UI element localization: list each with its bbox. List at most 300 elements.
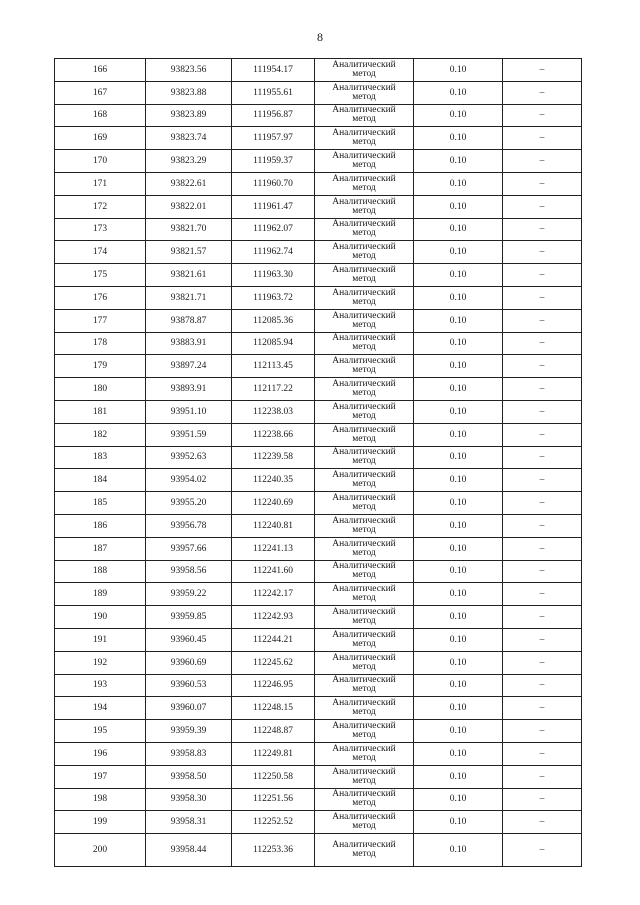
method-label-line1: Аналитический — [332, 607, 396, 618]
table-row — [55, 81, 582, 104]
precision-cell: 0.10 — [414, 720, 503, 743]
precision-cell: 0.10 — [414, 537, 503, 560]
point-number-cell: 197 — [55, 765, 146, 788]
x-coordinate-cell: 93956.78 — [146, 514, 232, 537]
point-number-cell: 193 — [55, 674, 146, 697]
method-label-line2: метод — [352, 456, 376, 467]
method-label-line2: метод — [352, 821, 376, 832]
method-label-line1: Аналитический — [332, 538, 396, 549]
method-cell — [315, 606, 414, 629]
note-cell: – — [503, 537, 582, 560]
point-number-cell: 173 — [55, 218, 146, 241]
precision-cell: 0.10 — [414, 264, 503, 287]
point-number-cell: 196 — [55, 742, 146, 765]
table-row — [55, 537, 582, 560]
method-cell — [315, 150, 414, 173]
point-number-cell: 184 — [55, 469, 146, 492]
y-coordinate-cell: 112240.35 — [232, 469, 315, 492]
x-coordinate-cell: 93951.10 — [146, 400, 232, 423]
precision-cell: 0.10 — [414, 811, 503, 834]
note-cell: – — [503, 127, 582, 150]
method-label-line1: Аналитический — [332, 675, 396, 686]
method-label-line1: Аналитический — [332, 401, 396, 412]
x-coordinate-cell: 93951.59 — [146, 423, 232, 446]
y-coordinate-cell: 111954.17 — [232, 59, 315, 82]
y-coordinate-cell: 112238.66 — [232, 423, 315, 446]
method-label-line2: метод — [352, 433, 376, 444]
table-row — [55, 332, 582, 355]
method-label-line2: метод — [352, 137, 376, 148]
y-coordinate-cell: 112240.81 — [232, 514, 315, 537]
method-cell — [315, 241, 414, 264]
x-coordinate-cell: 93823.56 — [146, 59, 232, 82]
x-coordinate-cell: 93883.91 — [146, 332, 232, 355]
x-coordinate-cell: 93822.61 — [146, 172, 232, 195]
x-coordinate-cell: 93893.91 — [146, 378, 232, 401]
method-label-line2: метод — [352, 160, 376, 171]
y-coordinate-cell: 112248.15 — [232, 697, 315, 720]
precision-cell: 0.10 — [414, 355, 503, 378]
method-label-line1: Аналитический — [332, 242, 396, 253]
note-cell: – — [503, 172, 582, 195]
table-row — [55, 378, 582, 401]
method-label-line1: Аналитический — [332, 128, 396, 139]
y-coordinate-cell: 112241.60 — [232, 560, 315, 583]
note-cell: – — [503, 81, 582, 104]
point-number-cell: 167 — [55, 81, 146, 104]
precision-cell: 0.10 — [414, 127, 503, 150]
y-coordinate-cell: 112242.93 — [232, 606, 315, 629]
precision-cell: 0.10 — [414, 742, 503, 765]
table-row — [55, 286, 582, 309]
precision-cell: 0.10 — [414, 195, 503, 218]
table-row — [55, 560, 582, 583]
precision-cell: 0.10 — [414, 606, 503, 629]
y-coordinate-cell: 111963.30 — [232, 264, 315, 287]
note-cell: – — [503, 59, 582, 82]
note-cell: – — [503, 332, 582, 355]
table-row — [55, 788, 582, 811]
method-label-line1: Аналитический — [332, 82, 396, 93]
x-coordinate-cell: 93821.71 — [146, 286, 232, 309]
precision-cell: 0.10 — [414, 172, 503, 195]
note-cell: – — [503, 195, 582, 218]
note-cell: – — [503, 150, 582, 173]
point-number-cell: 200 — [55, 834, 146, 867]
y-coordinate-cell: 112239.58 — [232, 446, 315, 469]
method-cell — [315, 742, 414, 765]
method-cell — [315, 59, 414, 82]
method-label-line1: Аналитический — [332, 379, 396, 390]
note-cell: – — [503, 628, 582, 651]
note-cell: – — [503, 514, 582, 537]
x-coordinate-cell: 93959.39 — [146, 720, 232, 743]
method-label-line2: метод — [352, 228, 376, 239]
point-number-cell: 178 — [55, 332, 146, 355]
method-label-line2: метод — [352, 616, 376, 627]
note-cell: – — [503, 423, 582, 446]
point-number-cell: 172 — [55, 195, 146, 218]
y-coordinate-cell: 111959.37 — [232, 150, 315, 173]
method-label-line1: Аналитический — [332, 151, 396, 162]
method-cell — [315, 628, 414, 651]
method-cell — [315, 834, 414, 867]
method-label-line2: метод — [352, 274, 376, 285]
table-row — [55, 834, 582, 867]
method-label-line1: Аналитический — [332, 59, 396, 70]
table-row — [55, 583, 582, 606]
method-label-line1: Аналитический — [332, 447, 396, 458]
point-number-cell: 189 — [55, 583, 146, 606]
y-coordinate-cell: 112250.58 — [232, 765, 315, 788]
precision-cell: 0.10 — [414, 104, 503, 127]
table-row — [55, 59, 582, 82]
method-label-line2: метод — [352, 661, 376, 672]
y-coordinate-cell: 112252.52 — [232, 811, 315, 834]
precision-cell: 0.10 — [414, 765, 503, 788]
table-row — [55, 765, 582, 788]
method-cell — [315, 697, 414, 720]
x-coordinate-cell: 93897.24 — [146, 355, 232, 378]
method-label-line1: Аналитический — [332, 743, 396, 754]
method-label-line2: метод — [352, 68, 376, 79]
note-cell: – — [503, 651, 582, 674]
point-number-cell: 192 — [55, 651, 146, 674]
method-label-line2: метод — [352, 849, 376, 860]
precision-cell: 0.10 — [414, 697, 503, 720]
precision-cell: 0.10 — [414, 59, 503, 82]
point-number-cell: 190 — [55, 606, 146, 629]
x-coordinate-cell: 93958.44 — [146, 834, 232, 867]
method-label-line1: Аналитический — [332, 493, 396, 504]
point-number-cell: 166 — [55, 59, 146, 82]
x-coordinate-cell: 93952.63 — [146, 446, 232, 469]
method-cell — [315, 560, 414, 583]
note-cell: – — [503, 400, 582, 423]
note-cell: – — [503, 264, 582, 287]
point-number-cell: 186 — [55, 514, 146, 537]
table-row — [55, 628, 582, 651]
method-cell — [315, 423, 414, 446]
y-coordinate-cell: 111962.07 — [232, 218, 315, 241]
x-coordinate-cell: 93957.66 — [146, 537, 232, 560]
point-number-cell: 191 — [55, 628, 146, 651]
method-label-line1: Аналитический — [332, 721, 396, 731]
point-number-cell: 174 — [55, 241, 146, 264]
x-coordinate-cell: 93823.89 — [146, 104, 232, 127]
note-cell: – — [503, 697, 582, 720]
y-coordinate-cell: 111961.47 — [232, 195, 315, 218]
table-row — [55, 423, 582, 446]
note-cell: – — [503, 765, 582, 788]
table-row — [55, 150, 582, 173]
x-coordinate-cell: 93821.57 — [146, 241, 232, 264]
method-label-line2: метод — [352, 593, 376, 604]
method-cell — [315, 674, 414, 697]
x-coordinate-cell: 93958.31 — [146, 811, 232, 834]
method-label-line2: метод — [352, 114, 376, 125]
method-cell — [315, 469, 414, 492]
method-cell — [315, 811, 414, 834]
note-cell: – — [503, 492, 582, 515]
x-coordinate-cell: 93823.88 — [146, 81, 232, 104]
method-cell — [315, 309, 414, 332]
method-cell — [315, 583, 414, 606]
method-cell — [315, 127, 414, 150]
precision-cell: 0.10 — [414, 446, 503, 469]
method-label-line1: Аналитический — [332, 219, 396, 230]
precision-cell: 0.10 — [414, 674, 503, 697]
x-coordinate-cell: 93958.83 — [146, 742, 232, 765]
method-label-line2: метод — [352, 319, 376, 330]
method-cell — [315, 788, 414, 811]
x-coordinate-cell: 93960.07 — [146, 697, 232, 720]
precision-cell: 0.10 — [414, 834, 503, 867]
point-number-cell: 171 — [55, 172, 146, 195]
table-row — [55, 172, 582, 195]
coordinates-table — [54, 58, 582, 867]
precision-cell: 0.10 — [414, 651, 503, 674]
method-label-line1: Аналитический — [332, 356, 396, 367]
method-label-line2: метод — [352, 707, 376, 718]
method-label-line2: метод — [352, 251, 376, 262]
note-cell: – — [503, 583, 582, 606]
point-number-cell: 188 — [55, 560, 146, 583]
method-cell — [315, 765, 414, 788]
precision-cell: 0.10 — [414, 81, 503, 104]
table-row — [55, 742, 582, 765]
x-coordinate-cell: 93823.29 — [146, 150, 232, 173]
method-cell — [315, 355, 414, 378]
page-number: 8 — [317, 30, 323, 44]
method-label-line1: Аналитический — [332, 265, 396, 276]
method-label-line1: Аналитический — [332, 584, 396, 595]
point-number-cell: 175 — [55, 264, 146, 287]
method-label-line1: Аналитический — [332, 789, 396, 800]
y-coordinate-cell: 112249.81 — [232, 742, 315, 765]
x-coordinate-cell: 93823.74 — [146, 127, 232, 150]
note-cell: – — [503, 834, 582, 867]
method-label-line2: метод — [352, 684, 376, 695]
note-cell: – — [503, 720, 582, 743]
point-number-cell: 198 — [55, 788, 146, 811]
method-cell — [315, 400, 414, 423]
point-number-cell: 169 — [55, 127, 146, 150]
note-cell: – — [503, 286, 582, 309]
point-number-cell: 182 — [55, 423, 146, 446]
y-coordinate-cell: 111960.70 — [232, 172, 315, 195]
method-cell — [315, 492, 414, 515]
method-label-line1: Аналитический — [332, 470, 396, 481]
table-row — [55, 355, 582, 378]
note-cell: – — [503, 218, 582, 241]
method-cell — [315, 195, 414, 218]
x-coordinate-cell: 93821.70 — [146, 218, 232, 241]
y-coordinate-cell: 111955.61 — [232, 81, 315, 104]
note-cell: – — [503, 446, 582, 469]
precision-cell: 0.10 — [414, 400, 503, 423]
method-label-line1: Аналитический — [332, 698, 396, 709]
y-coordinate-cell: 112244.21 — [232, 628, 315, 651]
method-label-line1: Аналитический — [332, 310, 396, 321]
note-cell: – — [503, 674, 582, 697]
note-cell: – — [503, 309, 582, 332]
method-cell — [315, 81, 414, 104]
point-number-cell: 180 — [55, 378, 146, 401]
x-coordinate-cell: 93954.02 — [146, 469, 232, 492]
y-coordinate-cell: 112085.94 — [232, 332, 315, 355]
point-number-cell: 170 — [55, 150, 146, 173]
precision-cell: 0.10 — [414, 514, 503, 537]
note-cell: – — [503, 788, 582, 811]
precision-cell: 0.10 — [414, 150, 503, 173]
table-row — [55, 104, 582, 127]
table-row — [55, 492, 582, 515]
y-coordinate-cell: 111956.87 — [232, 104, 315, 127]
y-coordinate-cell: 111962.74 — [232, 241, 315, 264]
method-cell — [315, 378, 414, 401]
method-label-line1: Аналитический — [332, 629, 396, 640]
x-coordinate-cell: 93958.50 — [146, 765, 232, 788]
precision-cell: 0.10 — [414, 560, 503, 583]
method-label-line2: метод — [352, 638, 376, 649]
note-cell: – — [503, 355, 582, 378]
method-label-line1: Аналитический — [332, 287, 396, 298]
method-label-line2: метод — [352, 570, 376, 581]
point-number-cell: 176 — [55, 286, 146, 309]
method-cell — [315, 537, 414, 560]
precision-cell: 0.10 — [414, 583, 503, 606]
method-cell — [315, 446, 414, 469]
precision-cell: 0.10 — [414, 241, 503, 264]
method-label-line1: Аналитический — [332, 812, 396, 823]
y-coordinate-cell: 112238.03 — [232, 400, 315, 423]
method-label-line2: метод — [352, 479, 376, 490]
point-number-cell: 179 — [55, 355, 146, 378]
method-label-line2: метод — [352, 502, 376, 513]
x-coordinate-cell: 93955.20 — [146, 492, 232, 515]
x-coordinate-cell: 93958.30 — [146, 788, 232, 811]
method-label-line2: метод — [352, 775, 376, 786]
note-cell: – — [503, 469, 582, 492]
method-label-line1: Аналитический — [332, 105, 396, 116]
point-number-cell: 187 — [55, 537, 146, 560]
method-label-line1: Аналитический — [332, 766, 396, 777]
table-row — [55, 651, 582, 674]
y-coordinate-cell: 111957.97 — [232, 127, 315, 150]
table-row — [55, 218, 582, 241]
method-label-line2: метод — [352, 547, 376, 558]
x-coordinate-cell: 93960.69 — [146, 651, 232, 674]
table-row — [55, 811, 582, 834]
note-cell: – — [503, 811, 582, 834]
method-label-line1: Аналитический — [332, 333, 396, 344]
method-cell — [315, 651, 414, 674]
y-coordinate-cell: 112245.62 — [232, 651, 315, 674]
point-number-cell: 199 — [55, 811, 146, 834]
precision-cell: 0.10 — [414, 628, 503, 651]
precision-cell: 0.10 — [414, 788, 503, 811]
method-label-line2: метод — [352, 524, 376, 535]
method-label-line2: метод — [352, 205, 376, 216]
table-body — [55, 59, 582, 867]
precision-cell: 0.10 — [414, 332, 503, 355]
method-cell — [315, 104, 414, 127]
method-cell — [315, 514, 414, 537]
table-row — [55, 697, 582, 720]
method-label-line2: метод — [352, 91, 376, 102]
note-cell: – — [503, 560, 582, 583]
table-row — [55, 309, 582, 332]
table-row — [55, 720, 582, 743]
table-row — [55, 195, 582, 218]
note-cell: – — [503, 378, 582, 401]
table-row — [55, 606, 582, 629]
x-coordinate-cell: 93878.87 — [146, 309, 232, 332]
table-row — [55, 514, 582, 537]
y-coordinate-cell: 112242.17 — [232, 583, 315, 606]
table-row — [55, 674, 582, 697]
method-cell — [315, 264, 414, 287]
y-coordinate-cell: 111963.72 — [232, 286, 315, 309]
y-coordinate-cell: 112251.56 — [232, 788, 315, 811]
note-cell: – — [503, 742, 582, 765]
method-cell — [315, 172, 414, 195]
note-cell: – — [503, 606, 582, 629]
method-cell — [315, 332, 414, 355]
point-number-cell: 177 — [55, 309, 146, 332]
x-coordinate-cell: 93959.85 — [146, 606, 232, 629]
y-coordinate-cell: 112241.13 — [232, 537, 315, 560]
precision-cell: 0.10 — [414, 309, 503, 332]
method-label-line2: метод — [352, 388, 376, 399]
precision-cell: 0.10 — [414, 492, 503, 515]
note-cell: – — [503, 104, 582, 127]
precision-cell: 0.10 — [414, 378, 503, 401]
method-label-line1: Аналитический — [332, 561, 396, 572]
method-label-line1: Аналитический — [332, 652, 396, 663]
x-coordinate-cell: 93960.53 — [146, 674, 232, 697]
method-label-line2: метод — [352, 410, 376, 421]
table-row — [55, 264, 582, 287]
x-coordinate-cell: 93822.01 — [146, 195, 232, 218]
precision-cell: 0.10 — [414, 286, 503, 309]
y-coordinate-cell: 112085.36 — [232, 309, 315, 332]
method-label-line2: метод — [352, 752, 376, 763]
table-row — [55, 469, 582, 492]
y-coordinate-cell: 112248.87 — [232, 720, 315, 743]
method-label-line1: Аналитический — [332, 196, 396, 207]
table-row — [55, 241, 582, 264]
x-coordinate-cell: 93960.45 — [146, 628, 232, 651]
method-label-line1: Аналитический — [332, 515, 396, 526]
y-coordinate-cell: 112240.69 — [232, 492, 315, 515]
method-label-line2: метод — [352, 182, 376, 193]
method-label-line1: Аналитический — [332, 424, 396, 435]
point-number-cell: 168 — [55, 104, 146, 127]
method-label-line2: метод — [352, 730, 376, 740]
method-label-line1: Аналитический — [332, 840, 396, 851]
point-number-cell: 183 — [55, 446, 146, 469]
precision-cell: 0.10 — [414, 423, 503, 446]
table-row — [55, 127, 582, 150]
table-row — [55, 446, 582, 469]
point-number-cell: 194 — [55, 697, 146, 720]
method-cell — [315, 720, 414, 743]
point-number-cell: 195 — [55, 720, 146, 743]
method-label-line2: метод — [352, 798, 376, 809]
point-number-cell: 185 — [55, 492, 146, 515]
